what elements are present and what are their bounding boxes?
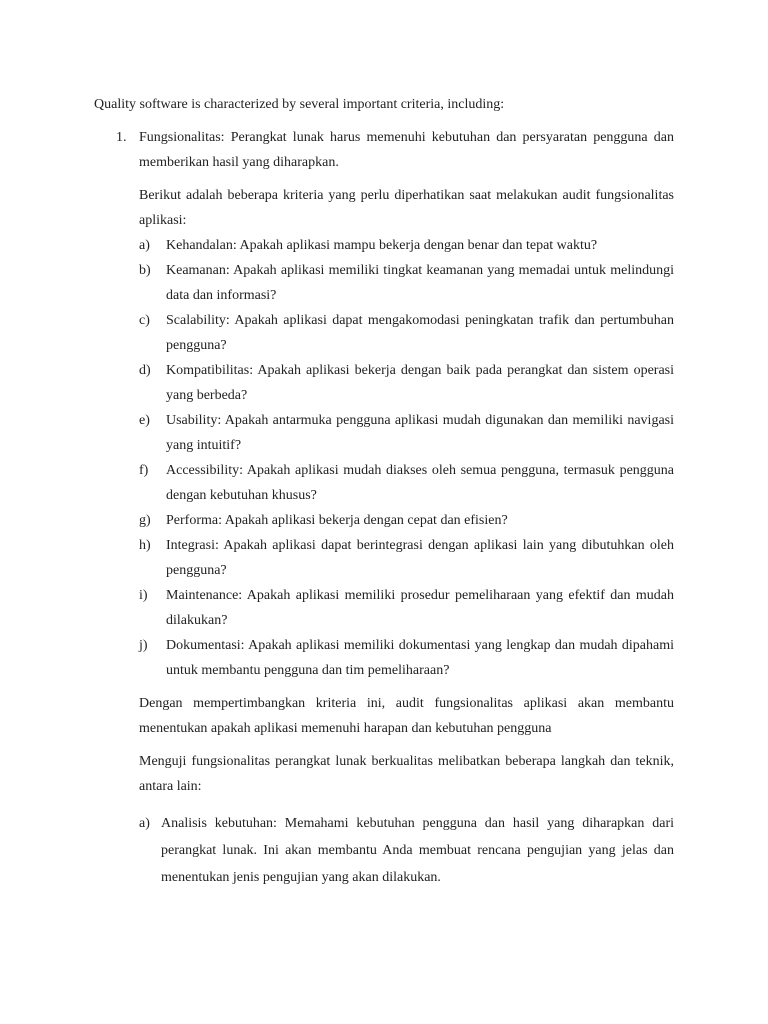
list-marker: i) xyxy=(139,588,148,603)
list-item xyxy=(139,233,674,258)
list-item xyxy=(139,258,674,308)
list-marker: c) xyxy=(139,313,150,328)
list-marker: e) xyxy=(139,413,150,428)
list-item xyxy=(139,633,674,683)
list-marker: h) xyxy=(139,538,151,553)
list-marker: g) xyxy=(139,513,151,528)
list-marker: d) xyxy=(139,363,151,378)
list-item xyxy=(139,583,674,633)
list-item-text: Integrasi: Apakah aplikasi dapat berintegrasi dengan aplikasi lain yang dibutuhkan oleh pengguna? xyxy=(166,538,674,578)
list-item xyxy=(139,508,674,533)
list-item xyxy=(139,308,674,358)
list-marker: a) xyxy=(139,238,150,253)
item1-text: Fungsionalitas: Perangkat lunak harus memenuhi kebutuhan dan persyaratan pengguna dan memberikan hasil yang diharapkan. xyxy=(139,130,674,170)
criteria-list xyxy=(139,233,674,683)
list-item xyxy=(139,458,674,508)
list-item xyxy=(139,533,674,583)
list-item-text: Analisis kebutuhan: Memahami kebutuhan pengguna dan hasil yang diharapkan dari perangkat lunak. Ini akan membantu Anda membuat rencana pengujian yang jelas dan menentukan jenis pengujian yang akan dilakukan. xyxy=(161,816,674,885)
list-item-text: Dokumentasi: Apakah aplikasi memiliki dokumentasi yang lengkap dan mudah dipahami untuk membantu pengguna dan tim pemeliharaan? xyxy=(166,638,674,678)
list-item xyxy=(139,810,674,891)
list-marker: a) xyxy=(139,816,150,831)
list-item-text: Usability: Apakah antarmuka pengguna aplikasi mudah digunakan dan memiliki navigasi yang intuitif? xyxy=(166,413,674,453)
list-marker: b) xyxy=(139,263,151,278)
list-marker: f) xyxy=(139,463,149,478)
testing-intro-text: Menguji fungsionalitas perangkat lunak berkualitas melibatkan beberapa langkah dan teknik, antara lain: xyxy=(139,754,674,794)
list-marker: j) xyxy=(139,638,148,653)
list-item-text: Kehandalan: Apakah aplikasi mampu bekerja dengan benar dan tepat waktu? xyxy=(166,238,598,253)
list-item-text: Accessibility: Apakah aplikasi mudah diakses oleh semua pengguna, termasuk pengguna dengan kebutuhan khusus? xyxy=(166,463,674,503)
list-marker-1: 1. xyxy=(116,130,127,145)
list-item-text: Maintenance: Apakah aplikasi memiliki prosedur pemeliharaan yang efektif dan mudah dilakukan? xyxy=(166,588,674,628)
list-item xyxy=(139,408,674,458)
intro-text: Quality software is characterized by several important criteria, including: xyxy=(94,97,505,112)
criteria-lead: Berikut adalah beberapa kriteria yang perlu diperhatikan saat melakukan audit fungsionalitas aplikasi: xyxy=(139,188,674,228)
list-item-text: Keamanan: Apakah aplikasi memiliki tingkat keamanan yang memadai untuk melindungi data dan informasi? xyxy=(166,263,674,303)
list-item-text: Performa: Apakah aplikasi bekerja dengan cepat dan efisien? xyxy=(166,513,508,528)
list-item xyxy=(139,358,674,408)
conclusion-text: Dengan mempertimbangkan kriteria ini, audit fungsionalitas aplikasi akan membantu menentukan apakah aplikasi memenuhi harapan dan kebutuhan pengguna xyxy=(139,696,674,736)
list-item-text: Kompatibilitas: Apakah aplikasi bekerja dengan baik pada perangkat dan sistem operasi yang berbeda? xyxy=(166,363,674,403)
list-item-text: Scalability: Apakah aplikasi dapat mengakomodasi peningkatan trafik dan pertumbuhan pengguna? xyxy=(166,313,674,353)
